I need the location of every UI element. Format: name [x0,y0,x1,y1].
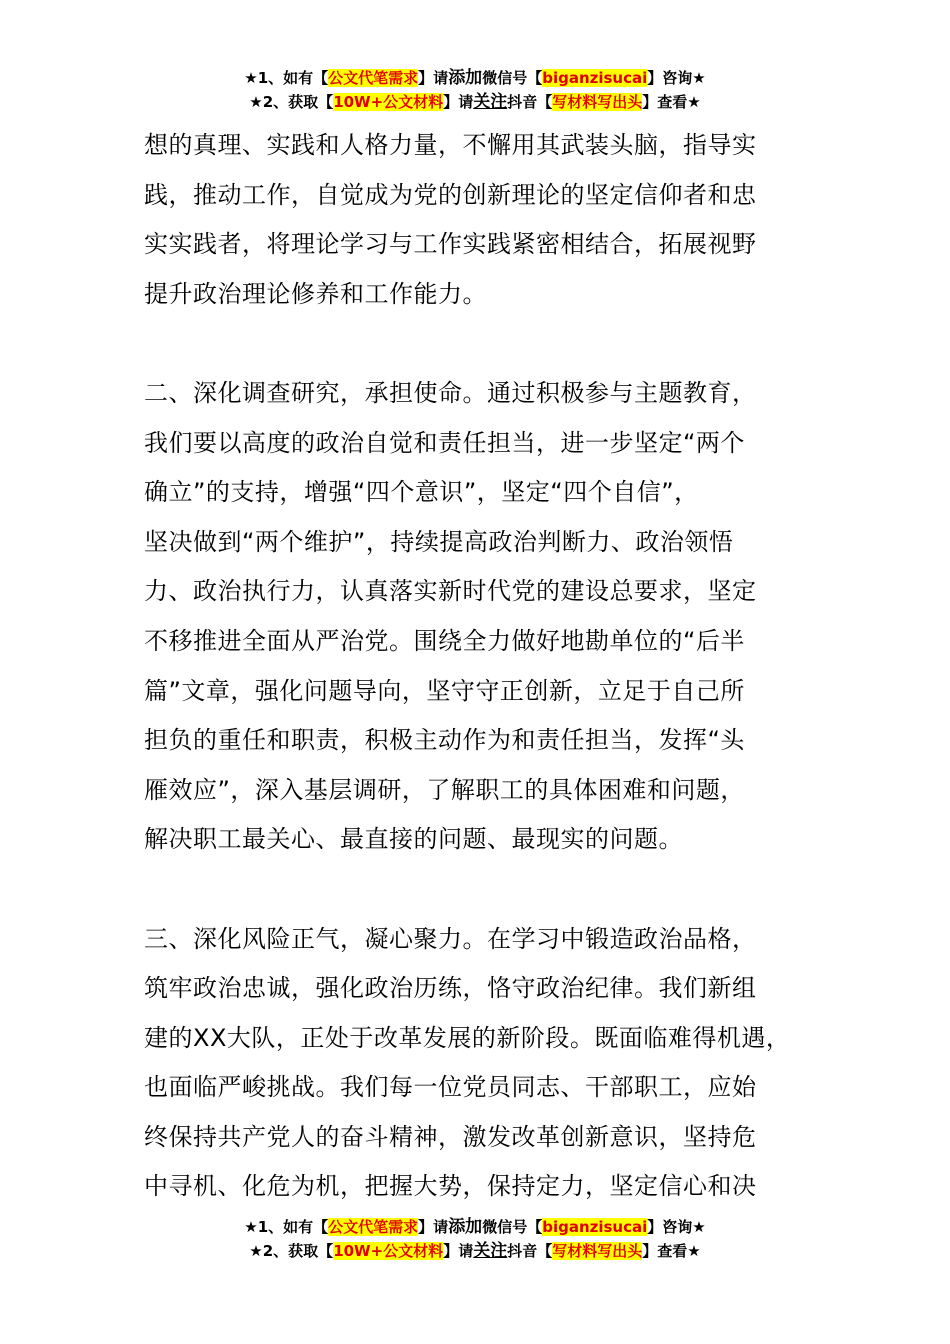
banner-emphasis: 添加 [448,1217,483,1237]
body-line: 篇”文章，强化问题导向，坚守守正创新，立足于自己所 [144,676,745,705]
banner-highlight: 写材料写出头 [552,93,643,111]
banner-text: ★2、获取【 [249,93,334,111]
body-line: 也面临严峻挑战。我们每一位党员同志、干部职工，应始 [144,1073,757,1102]
banner-text: 】咨询★ [647,69,706,87]
banner-emphasis: 添加 [448,68,483,88]
header-banner [0,66,950,114]
body-line: 坚决做到“两个维护”，持续提高政治判断力、政治领悟 [144,527,734,556]
banner-emphasis: 关注 [473,92,508,112]
banner-highlight: 公文代笔需求 [328,69,419,87]
banner-text: 】请 [443,93,474,111]
banner-text: 】请 [418,1218,449,1236]
banner-highlight: 公文代笔需求 [328,1218,419,1236]
banner-text: ★1、如有【 [244,1218,329,1236]
body-line: 践，推动工作，自觉成为党的创新理论的坚定信仰者和忠 [144,180,757,209]
banner-text: 】请 [443,1242,474,1260]
banner-text: 抖音【 [507,93,553,111]
banner-line-2 [0,1239,950,1263]
body-line: 实实践者，将理论学习与工作实践紧密相结合，拓展视野 [144,230,757,259]
body-line: 筑牢政治忠诚，强化政治历练，恪守政治纪律。我们新组 [144,974,757,1003]
body-line: 建的XX大队，正处于改革发展的新阶段。既面临难得机遇， [144,1023,791,1052]
body-line: 雁效应”，深入基层调研，了解职工的具体困难和问题， [144,775,745,804]
banner-text: 微信号【 [482,1218,543,1236]
document-body [144,121,834,1212]
paragraph-spacer [144,865,834,915]
body-line: 二、深化调查研究，承担使命。通过积极参与主题教育， [144,378,757,407]
body-line: 终保持共产党人的奋斗精神，激发改革创新意识，坚持危 [144,1122,757,1151]
body-line: 中寻机、化危为机，把握大势，保持定力，坚定信心和决 [144,1172,757,1201]
banner-highlight: 10W+公文材料 [333,1242,444,1260]
banner-text: 】咨询★ [647,1218,706,1236]
banner-line-2 [0,90,950,114]
body-line: 想的真理、实践和人格力量，不懈用其武装头脑，指导实 [144,131,757,159]
banner-text: 】查看★ [642,93,701,111]
banner-emphasis: 关注 [473,1241,508,1261]
banner-line-1 [0,66,950,90]
banner-highlight: 10W+公文材料 [333,93,444,111]
body-line: 力、政治执行力，认真落实新时代党的建设总要求，坚定 [144,577,757,606]
banner-highlight: 写材料写出头 [552,1242,643,1260]
body-line: 不移推进全面从严治党。围绕全力做好地勘单位的“后半 [144,626,745,655]
body-line: 解决职工最关心、最直接的问题、最现实的问题。 [144,825,683,854]
banner-text: 】请 [418,69,449,87]
body-line: 提升政治理论修养和工作能力。 [144,279,487,308]
body-line: 确立”的支持，增强“四个意识”，坚定“四个自信”， [144,478,699,507]
banner-text: ★2、获取【 [249,1242,334,1260]
body-line: 担负的重任和职责，积极主动作为和责任担当，发挥“头 [144,726,745,755]
banner-text: ★1、如有【 [244,69,329,87]
banner-highlight: biganzisucai [542,1218,648,1236]
footer-banner [0,1215,950,1263]
banner-text: 微信号【 [482,69,543,87]
body-line: 我们要以高度的政治自觉和责任担当，进一步坚定“两个 [144,428,745,457]
body-line: 三、深化风险正气，凝心聚力。在学习中锻造政治品格， [144,924,757,953]
banner-text: 抖音【 [507,1242,553,1260]
banner-text: 】查看★ [642,1242,701,1260]
paragraph-spacer [144,319,834,369]
banner-line-1 [0,1215,950,1239]
banner-highlight: biganzisucai [542,69,648,87]
